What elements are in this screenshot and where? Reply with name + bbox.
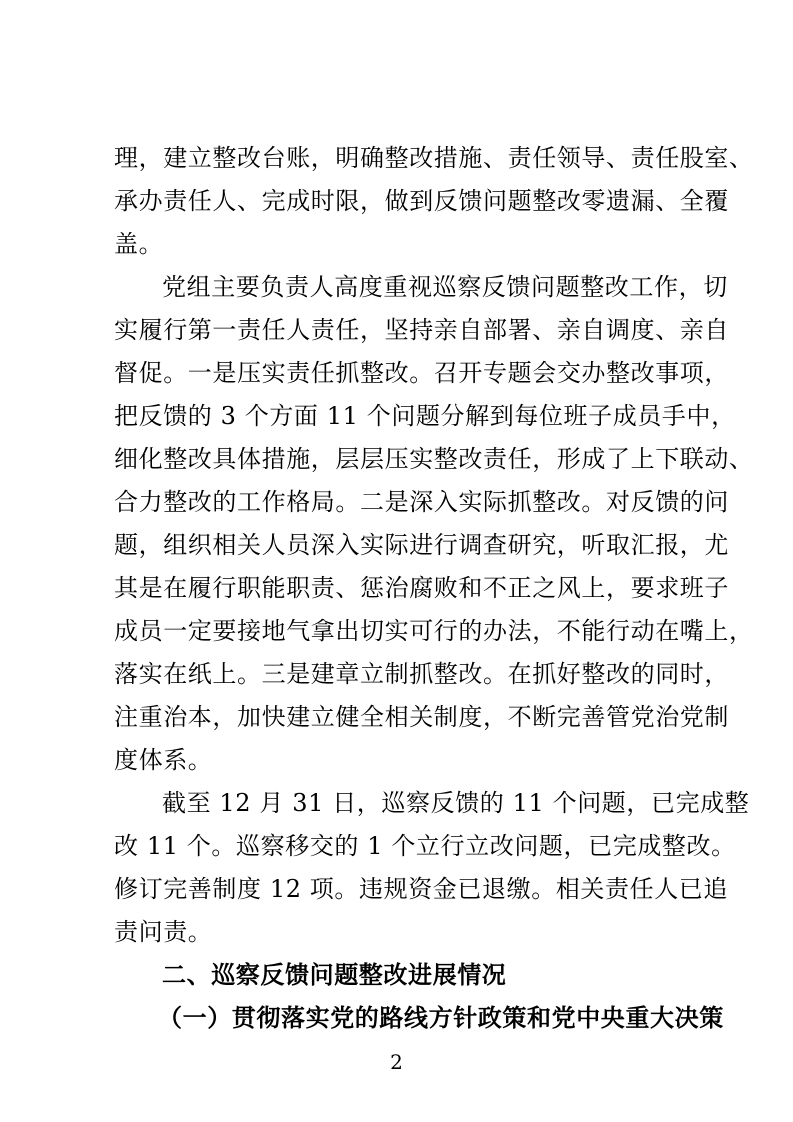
body-line-7: 把反馈的 3 个方面 11 个问题分解到每位班子成员手中，	[114, 402, 736, 430]
body-line-17: 改 11 个。巡察移交的 1 个立行立改问题，已完成整改。	[114, 832, 736, 860]
page-number: 2	[390, 1050, 403, 1074]
body-line-5: 实履行第一责任人责任，坚持亲自部署、亲自调度、亲自	[114, 316, 729, 344]
body-line-16: 截至 12 月 31 日，巡察反馈的 11 个问题，已完成整	[162, 789, 750, 817]
body-line-13: 落实在纸上。三是建章立制抓整改。在抓好整改的同时，	[114, 660, 729, 688]
body-line-6: 督促。一是压实责任抓整改。召开专题会交办整改事项，	[114, 359, 729, 387]
body-line-10: 题，组织相关人员深入实际进行调查研究，听取汇报，尤	[114, 531, 729, 559]
body-line-9: 合力整改的工作格局。二是深入实际抓整改。对反馈的问	[114, 488, 729, 516]
body-line-11: 其是在履行职能职责、惩治腐败和不正之风上，要求班子	[114, 574, 729, 602]
body-line-14: 注重治本，加快建立健全相关制度，不断完善管党治党制	[114, 703, 729, 731]
body-line-1: 理，建立整改台账，明确整改措施、责任领导、责任股室、	[114, 144, 754, 172]
section-heading: 二、巡察反馈问题整改进展情况	[162, 961, 507, 989]
body-line-4: 党组主要负责人高度重视巡察反馈问题整改工作，切	[162, 273, 728, 301]
body-line-18: 修订完善制度 12 项。违规资金已退缴。相关责任人已追	[114, 875, 728, 903]
body-line-8: 细化整改具体措施，层层压实整改责任，形成了上下联动、	[114, 445, 754, 473]
body-line-2: 承办责任人、完成时限，做到反馈问题整改零遗漏、全覆	[114, 187, 729, 215]
subsection-heading: （一）贯彻落实党的路线方针政策和党中央重大决策	[158, 1003, 724, 1032]
body-line-12: 成员一定要接地气拿出切实可行的办法，不能行动在嘴上，	[114, 617, 754, 645]
body-line-15: 度体系。	[114, 746, 213, 774]
body-line-3: 盖。	[114, 230, 164, 258]
body-line-19: 责问责。	[114, 918, 213, 946]
